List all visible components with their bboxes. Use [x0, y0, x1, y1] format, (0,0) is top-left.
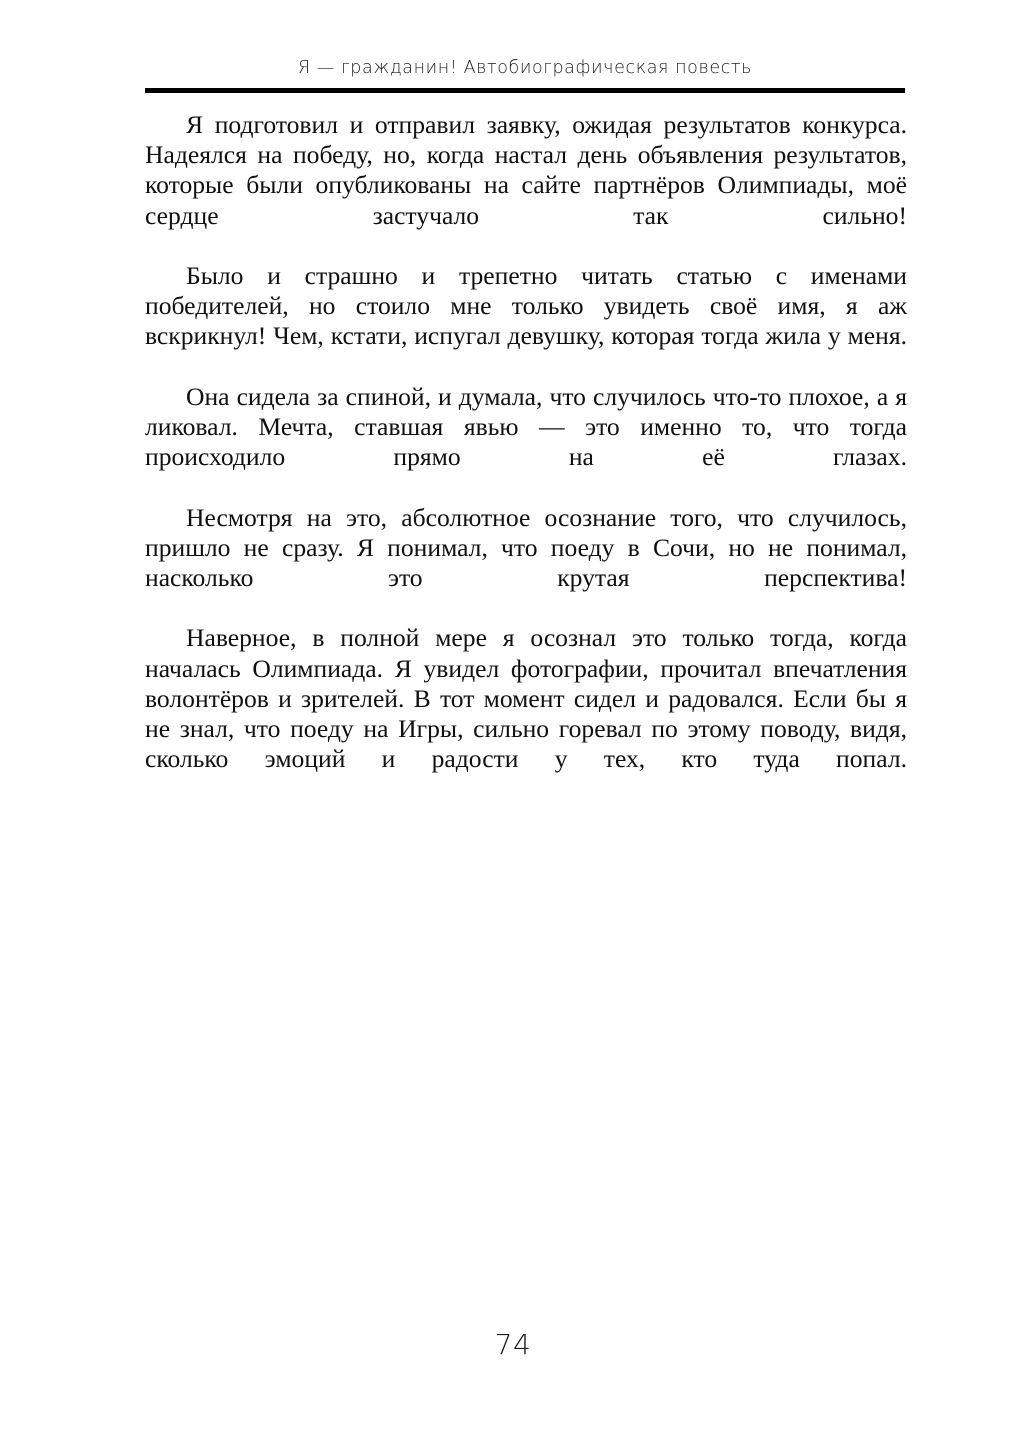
body-text-block [145, 110, 907, 805]
paragraph: Несмотря на это, абсолютное осознание того, что случилось, пришло не сразу. Я понимал, что поеду в Сочи, но не понимал, насколько это крутая перспектива! [145, 502, 907, 593]
page-number: 74 [494, 1328, 532, 1361]
paragraph: Она сидела за спиной, и думала, что случилось что-то плохое, а я ликовал. Мечта, ставшая явью — это именно то, что тогда происходило прямо на её глазах. [145, 381, 907, 472]
paragraph: Наверное, в полной мере я осознал это только тогда, когда началась Олимпиада. Я увидел фотографии, прочитал впечатления волонтёров и зрителей. В тот момент сидел и радовался. Если бы я не знал, что поеду на Игры, сильно горевал по этому поводу, видя, сколько эмоций и радости у тех, кто туда попал. [145, 623, 907, 774]
paragraph: Было и страшно и трепетно читать статью с именами победителей, но стоило мне только увидеть своё имя, я аж вскрикнул! Чем, кстати, испугал девушку, которая тогда жила у меня. [145, 261, 907, 351]
header-rule [145, 88, 905, 93]
paragraph: Я подготовил и отправил заявку, ожидая результатов конкурса. Надеялся на победу, но, когда настал день объявления результатов, которые были опубликованы на сайте партнёров Олимпиады, моё сердце застучало так сильно! [145, 110, 907, 230]
running-head: Я — гражданин! Автобиографическая повесть [297, 58, 753, 78]
